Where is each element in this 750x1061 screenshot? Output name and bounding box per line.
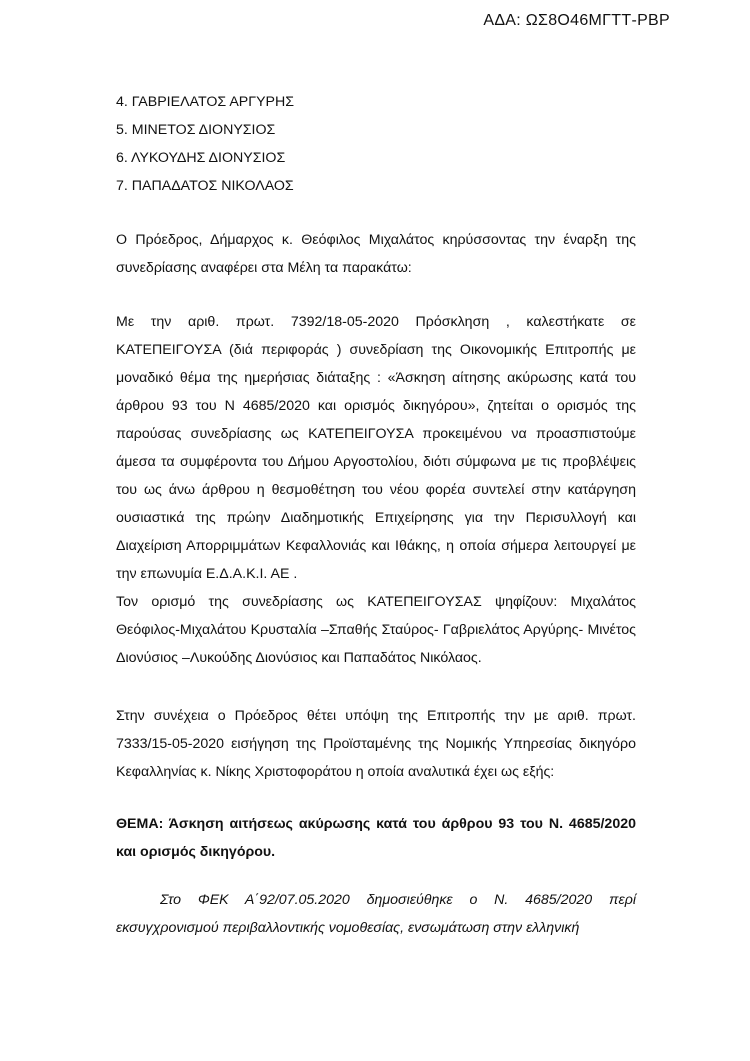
document-body (116, 88, 636, 942)
vote-paragraph: Τον ορισμό της συνεδρίασης ως ΚΑΤΕΠΕΙΓΟΥΣΑΣ ψηφίζουν: Μιχαλάτος Θεόφιλος-Μιχαλάτου Κρυσταλία –Σπαθής Σταύρος- Γαβριελάτος Αργύρης- Μινέτος Διονύσιος –Λυκούδης Διονύσιος και Παπαδάτος Νικόλαος. (116, 594, 636, 666)
proposal-paragraph: Στην συνέχεια ο Πρόεδρος θέτει υπόψη της Επιτροπής την με αριθ. πρωτ. 7333/15-05-2020 εισήγηση της Προϊσταμένης της Νομικής Υπηρεσίας δικηγόρο Κεφαλληνίας κ. Νίκης Χριστοφοράτου η οποία αναλυτικά έχει ως εξής: (116, 708, 636, 780)
member-item: 5. ΜΙΝΕΤΟΣ ΔΙΟΝΥΣΙΟΣ (116, 122, 276, 138)
member-item: 4. ΓΑΒΡΙΕΛΑΤΟΣ ΑΡΓΥΡΗΣ (116, 94, 295, 110)
ada-code: ΑΔΑ: ΩΣ8Ο46ΜΓΤΤ-ΡΒΡ (483, 12, 670, 29)
invitation-paragraph: Με την αριθ. πρωτ. 7392/18-05-2020 Πρόσκληση , καλεστήκατε σε ΚΑΤΕΠΕΙΓΟΥΣΑ (διά περιφοράς ) συνεδρίαση της Οικονομικής Επιτροπής με μοναδικό θέμα της ημερήσιας διάταξης : «Άσκηση αίτησης ακύρωσης κατά του άρθρου 93 του Ν 4685/2020 και ορισμός δικηγόρου», ζητείται ο ορισμός της παρούσας συνεδρίασης ως ΚΑΤΕΠΕΙΓΟΥΣΑ προκειμένου να προασπιστούμε άμεσα τα συμφέροντα του Δήμου Αργοστολίου, διότι σύμφωνα με τις προβλέψεις του ως άνω άρθρου η θεσμοθέτηση του νέου φορέα συντελεί στην κατάργηση ουσιαστικά της πρώην Διαδημοτικής Επιχείρησης για την Περισυλλογή και Διαχείριση Απορριμμάτων Κεφαλλονιάς και Ιθάκης, η οποία σήμερα λειτουργεί με την επωνυμία Ε.Δ.Α.Κ.Ι. ΑΕ . (116, 314, 636, 582)
subject-heading: ΘΕΜΑ: Άσκηση αιτήσεως ακύρωσης κατά του άρθρου 93 του Ν. 4685/2020 και ορισμός δικηγόρου. (116, 816, 636, 860)
member-item: 7. ΠΑΠΑΔΑΤΟΣ ΝΙΚΟΛΑΟΣ (116, 178, 294, 194)
member-list (116, 88, 636, 200)
fek-paragraph: Στο ΦΕΚ Α΄92/07.05.2020 δημοσιεύθηκε ο Ν. 4685/2020 περί εκσυγχρονισμού περιβαλλοντικής νομοθεσίας, ενσωμάτωση στην ελληνική (116, 892, 636, 936)
opening-paragraph: Ο Πρόεδρος, Δήμαρχος κ. Θεόφιλος Μιχαλάτος κηρύσσοντας την έναρξη της συνεδρίασης αναφέρει στα Μέλη τα παρακάτω: (116, 232, 636, 276)
member-item: 6. ΛΥΚΟΥΔΗΣ ΔΙΟΝΥΣΙΟΣ (116, 150, 286, 166)
